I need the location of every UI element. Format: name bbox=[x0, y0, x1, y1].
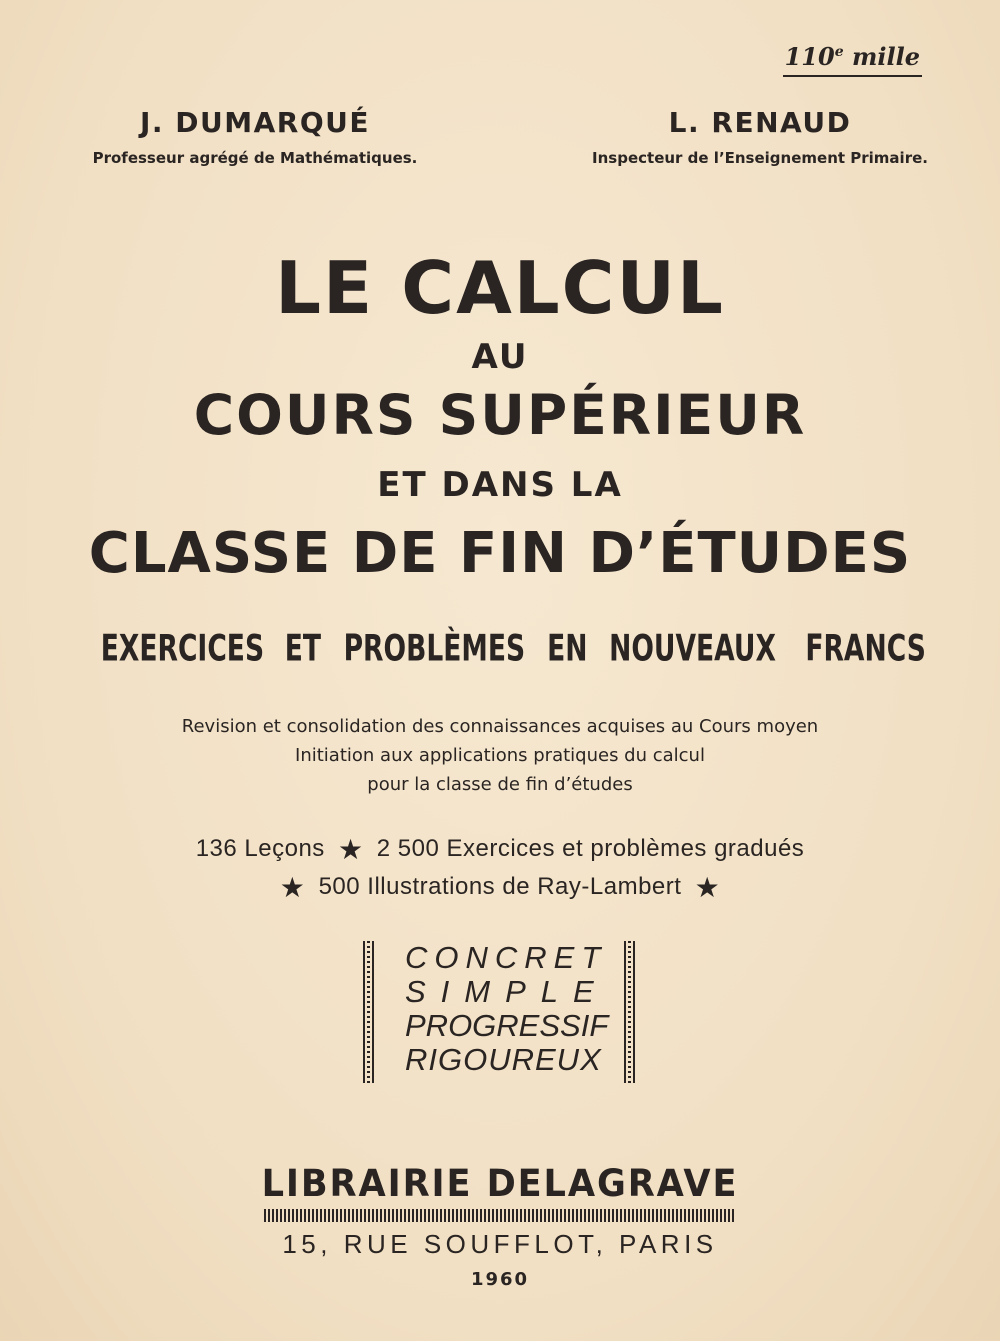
title-line-2: AU bbox=[471, 337, 529, 377]
author-left bbox=[60, 106, 450, 167]
motto-word: RIGOUREUX bbox=[405, 1042, 602, 1077]
star-icon: ★ bbox=[337, 834, 364, 865]
stats-line-1 bbox=[0, 830, 1000, 863]
title-line-3: COURS SUPÉRIEUR bbox=[193, 383, 807, 447]
publisher-name: LIBRAIRIE DELAGRAVE bbox=[261, 1162, 739, 1205]
motto-word: CONCRET bbox=[405, 940, 608, 975]
publisher-rule bbox=[264, 1209, 734, 1222]
subtitle-word: NOUVEAUX bbox=[608, 626, 776, 670]
star-icon: ★ bbox=[279, 872, 306, 903]
decorative-bar bbox=[624, 941, 635, 1083]
edition-word: mille bbox=[851, 42, 920, 71]
publisher-address: 15, RUE SOUFFLOT, PARIS bbox=[282, 1229, 718, 1259]
subtitle bbox=[84, 626, 926, 670]
motto-box bbox=[363, 941, 635, 1083]
title-line-1: LE CALCUL bbox=[275, 246, 725, 330]
author-name: J. DUMARQUÉ bbox=[139, 106, 371, 139]
decorative-bar bbox=[363, 941, 374, 1083]
subtitle-word: ET bbox=[284, 626, 321, 670]
subtitle-word: FRANCS bbox=[805, 626, 926, 670]
author-name: L. RENAUD bbox=[668, 106, 852, 139]
subtitle-word: PROBLÈMES bbox=[343, 626, 525, 670]
motto-word: PROGRESSIF bbox=[405, 1008, 609, 1043]
motto-word: SIMPLE bbox=[405, 974, 609, 1009]
description bbox=[0, 712, 1000, 799]
author-right bbox=[560, 106, 960, 167]
subtitle-word: EXERCICES bbox=[100, 626, 265, 670]
description-line: Initiation aux applications pratiques du calcul bbox=[295, 745, 705, 766]
title-line-5: CLASSE DE FIN D’ÉTUDES bbox=[88, 521, 912, 586]
lessons-count: 136 Leçons bbox=[195, 835, 325, 862]
edition-suffix: e bbox=[834, 44, 844, 60]
author-title: Inspecteur de l’Enseignement Primaire. bbox=[592, 149, 928, 167]
star-icon: ★ bbox=[694, 872, 721, 903]
edition-number: 110 bbox=[784, 42, 835, 71]
description-line: pour la classe de fin d’études bbox=[367, 774, 633, 795]
edition-label bbox=[783, 42, 922, 77]
stats-line-2 bbox=[0, 868, 1000, 901]
subtitle-word: EN bbox=[547, 626, 588, 670]
exercises-count: 2 500 Exercices et problèmes gradués bbox=[376, 835, 805, 862]
description-line: Revision et consolidation des connaissances acquises au Cours moyen bbox=[181, 716, 819, 737]
title-line-4: ET DANS LA bbox=[377, 465, 623, 505]
illustrations-count: 500 Illustrations de Ray-Lambert bbox=[318, 873, 682, 900]
publication-year: 1960 bbox=[470, 1269, 530, 1290]
author-title: Professeur agrégé de Mathématiques. bbox=[92, 149, 418, 167]
